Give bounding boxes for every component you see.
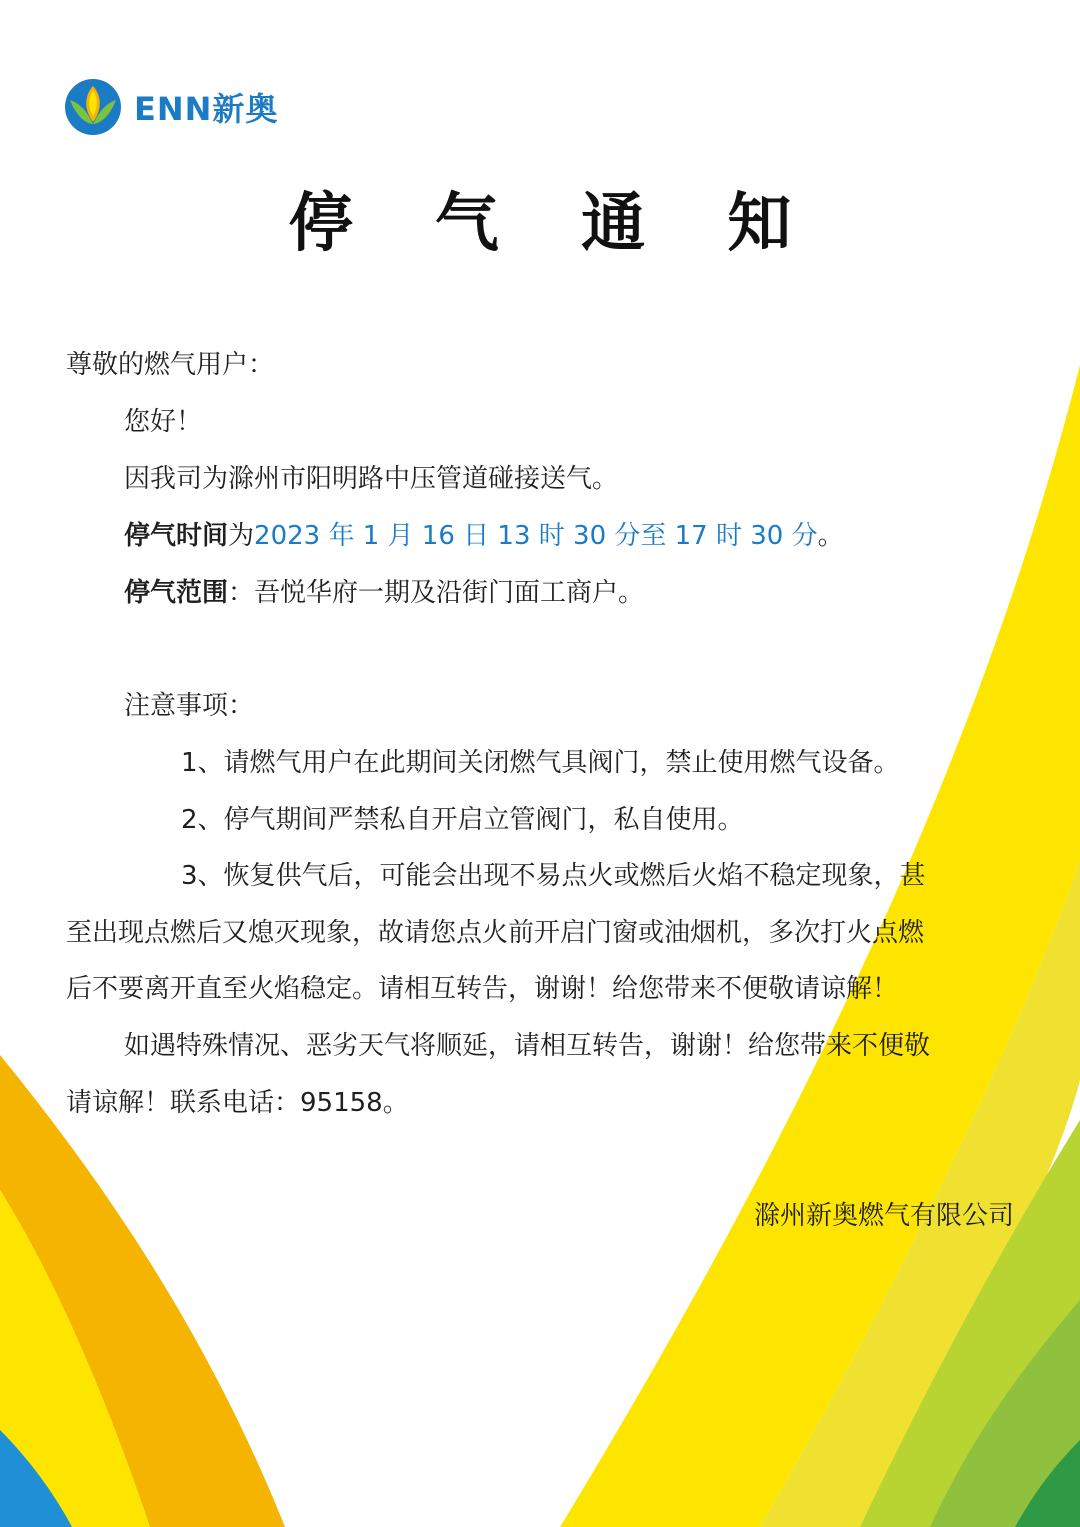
notes-heading: 注意事项： [124, 691, 255, 721]
outage-time-end: 。 [817, 521, 844, 551]
note-item-2: 2、停气期间严禁私自开启立管阀门，私自使用。 [181, 805, 744, 835]
notice-title: 停 气 通 知 [288, 187, 822, 261]
outage-scope-colon: ： [228, 578, 255, 608]
enn-logo-icon [64, 78, 122, 136]
outage-time [124, 518, 844, 554]
note-item-3-line-2: 至出现点燃后又熄灭现象，故请您点火前开启门窗或油烟机，多次打火点燃 [66, 918, 925, 948]
note-item-3-line-3: 后不要离开直至火焰稳定。请相互转告，谢谢！给您带来不便敬请谅解！ [66, 974, 899, 1004]
reason-text: 因我司为滁州市阳明路中压管道碰接送气。 [124, 464, 619, 494]
outage-scope [124, 575, 644, 611]
note-item-3-line-1: 3、恢复供气后，可能会出现不易点火或燃后火焰不稳定现象，甚 [181, 861, 926, 891]
closing-line-1: 如遇特殊情况、恶劣天气将顺延，请相互转告，谢谢！给您带来不便敬 [124, 1031, 931, 1061]
logo-text: ENN新奥 [134, 90, 279, 128]
outage-scope-value: 吾悦华府一期及沿街门面工商户。 [254, 578, 645, 608]
note-item-1: 1、请燃气用户在此期间关闭燃气具阀门，禁止使用燃气设备。 [181, 748, 900, 778]
company-signature: 滁州新奥燃气有限公司 [753, 1201, 1014, 1231]
closing-line-2: 请谅解！联系电话：95158。 [66, 1088, 409, 1118]
greeting: 您好！ [124, 407, 203, 437]
outage-time-value: 2023 年 1 月 16 日 13 时 30 分至 17 时 30 分 [254, 521, 818, 551]
outage-time-connector: 为 [228, 521, 255, 551]
salutation: 尊敬的燃气用户： [66, 350, 275, 380]
outage-time-label: 停气时间 [124, 521, 229, 551]
company-logo [64, 78, 278, 136]
outage-scope-label: 停气范围 [124, 578, 229, 608]
